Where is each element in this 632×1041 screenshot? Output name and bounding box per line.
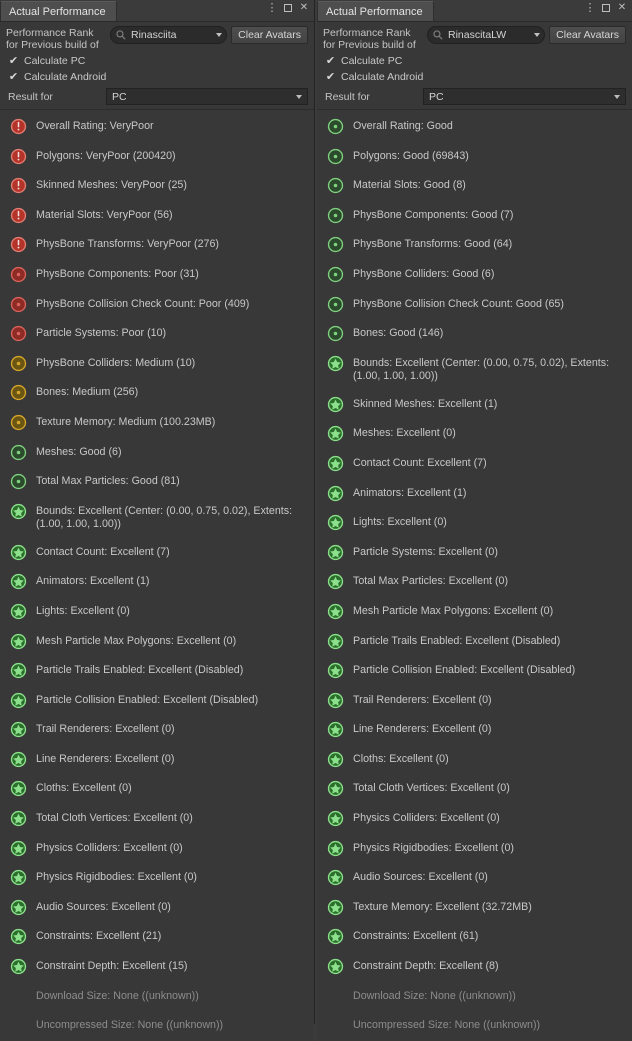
stat-row (317, 893, 632, 923)
checkmark-icon: ✔ (325, 54, 336, 67)
avatar-search-field[interactable] (110, 26, 227, 44)
stat-row (0, 230, 314, 260)
stat-row (0, 142, 314, 172)
stat-row (0, 567, 314, 597)
close-icon[interactable]: ✕ (299, 2, 309, 13)
checkmark-icon: ✔ (8, 54, 19, 67)
stat-row (317, 230, 632, 260)
window-controls (584, 3, 628, 13)
stat-label: Total Max Particles: Excellent (0) (353, 575, 509, 588)
result-for-label: Result for (325, 90, 370, 103)
stat-row (317, 686, 632, 716)
stat-row (0, 686, 314, 716)
stat-row (0, 260, 314, 290)
stat-row (317, 745, 632, 775)
stat-row (0, 774, 314, 804)
stat-label: PhysBone Transforms: VeryPoor (276) (36, 238, 219, 251)
stat-label: Download Size: None ((unknown)) (36, 989, 199, 1002)
stat-label: Particle Systems: Excellent (0) (353, 545, 498, 558)
stat-label: Bones: Good (146) (353, 327, 444, 340)
stat-label: Mesh Particle Max Polygons: Excellent (0) (36, 634, 237, 647)
panel-body (0, 21, 314, 1041)
stat-label: Constraints: Excellent (21) (36, 930, 162, 943)
stat-row (0, 408, 314, 438)
stat-row (317, 142, 632, 172)
stat-row (0, 597, 314, 627)
stat-row (0, 893, 314, 923)
stat-label: Texture Memory: Excellent (32.72MB) (353, 900, 532, 913)
avatar-search-field[interactable] (427, 26, 545, 44)
chevron-down-icon (614, 95, 620, 99)
stat-label: Audio Sources: Excellent (0) (353, 871, 488, 884)
checkmark-icon: ✔ (8, 70, 19, 83)
stat-row (0, 497, 314, 538)
tab-actual-performance[interactable]: Actual Performance (317, 1, 434, 21)
stat-label: Material Slots: Good (8) (353, 179, 466, 192)
tab-bar (317, 0, 632, 21)
stat-label: Constraint Depth: Excellent (8) (353, 960, 499, 973)
stat-label: Material Slots: VeryPoor (56) (36, 208, 173, 221)
stat-list (0, 110, 314, 1041)
result-for-row (0, 85, 314, 109)
stat-row (317, 349, 632, 390)
stat-row (317, 834, 632, 864)
stat-label: PhysBone Collision Check Count: Poor (409) (36, 297, 250, 310)
checkbox-label: Calculate PC (341, 55, 403, 67)
stat-row (317, 627, 632, 657)
stat-row (317, 567, 632, 597)
close-icon[interactable]: ✕ (617, 2, 627, 13)
checkbox-row[interactable] (317, 53, 632, 69)
platform-dropdown-value: PC (112, 90, 127, 103)
stat-label: Total Cloth Vertices: Excellent (0) (36, 812, 193, 825)
stat-label: Uncompressed Size: None ((unknown)) (353, 1019, 541, 1032)
checkbox-label: Calculate Android (24, 71, 107, 83)
stat-label: Download Size: None ((unknown)) (353, 989, 516, 1002)
stat-label: Contact Count: Excellent (7) (36, 545, 170, 558)
stat-row (0, 319, 314, 349)
stat-label: Physics Colliders: Excellent (0) (36, 841, 183, 854)
checkbox-label: Calculate PC (24, 55, 86, 67)
clear-avatars-button[interactable]: Clear Avatars (549, 26, 626, 44)
platform-dropdown-value: PC (429, 90, 444, 103)
avatar-search-value: RinascitaLW (448, 29, 507, 41)
stat-label: Physics Colliders: Excellent (0) (353, 812, 500, 825)
performance-panel-1 (0, 0, 315, 1032)
performance-rank-label: Performance Rank for Previous build of (6, 27, 99, 51)
stat-label: Contact Count: Excellent (7) (353, 456, 487, 469)
stat-label: PhysBone Colliders: Good (6) (353, 267, 495, 280)
stat-label: Bounds: Excellent (Center: (0.00, 0.75, 0.02), Extents: (1.00, 1.00, 1.00)) (353, 356, 610, 383)
stat-row (317, 201, 632, 231)
stat-label: PhysBone Components: Good (7) (353, 208, 514, 221)
stat-label: Meshes: Excellent (0) (353, 427, 456, 440)
maximize-icon[interactable] (602, 4, 610, 12)
stat-label: Constraint Depth: Excellent (15) (36, 960, 188, 973)
stat-row (317, 804, 632, 834)
stat-label: PhysBone Transforms: Good (64) (353, 238, 513, 251)
stat-row (0, 467, 314, 497)
stat-label: Cloths: Excellent (0) (353, 752, 449, 765)
platform-dropdown[interactable] (106, 88, 308, 105)
stat-label: Skinned Meshes: Excellent (1) (353, 397, 498, 410)
checkbox-row[interactable] (0, 53, 314, 69)
clear-avatars-button[interactable]: Clear Avatars (231, 26, 308, 44)
stat-label: Polygons: VeryPoor (200420) (36, 149, 176, 162)
chevron-down-icon (296, 95, 302, 99)
stat-label: Mesh Particle Max Polygons: Excellent (0) (353, 604, 554, 617)
stat-row (317, 319, 632, 349)
checkbox-label: Calculate Android (341, 71, 424, 83)
stat-row (0, 290, 314, 320)
stat-label: Total Max Particles: Good (81) (36, 475, 180, 488)
stat-row (0, 982, 314, 1012)
stat-label: Line Renderers: Excellent (0) (36, 752, 175, 765)
chevron-down-icon[interactable] (216, 33, 222, 37)
stat-list (317, 110, 632, 1041)
stat-row (317, 390, 632, 420)
stat-row (0, 349, 314, 379)
stat-label: Physics Rigidbodies: Excellent (0) (353, 841, 514, 854)
chevron-down-icon[interactable] (534, 33, 540, 37)
toolbar (317, 22, 632, 53)
performance-panel-2 (317, 0, 632, 1032)
stat-row (0, 834, 314, 864)
stat-label: Particle Trails Enabled: Excellent (Disabled) (36, 664, 244, 677)
stat-row (317, 863, 632, 893)
result-for-row (317, 85, 632, 109)
stat-row (317, 479, 632, 509)
result-for-label: Result for (8, 90, 53, 103)
maximize-icon[interactable] (284, 4, 292, 12)
stat-row (317, 508, 632, 538)
stat-label: PhysBone Components: Poor (31) (36, 267, 199, 280)
stat-label: PhysBone Colliders: Medium (10) (36, 356, 196, 369)
stat-label: Uncompressed Size: None ((unknown)) (36, 1019, 224, 1032)
stat-label: Line Renderers: Excellent (0) (353, 723, 492, 736)
stat-row (317, 715, 632, 745)
stat-row (317, 112, 632, 142)
stat-label: Overall Rating: Good (353, 120, 453, 132)
stat-row (0, 863, 314, 893)
window-controls (266, 3, 310, 13)
stat-label: Meshes: Good (6) (36, 445, 122, 458)
stat-row (317, 419, 632, 449)
stat-row (317, 597, 632, 627)
stat-row (0, 201, 314, 231)
stat-label: Audio Sources: Excellent (0) (36, 900, 171, 913)
checkmark-icon: ✔ (325, 70, 336, 83)
stat-row (317, 260, 632, 290)
stat-row (0, 378, 314, 408)
stat-label: Texture Memory: Medium (100.23MB) (36, 415, 216, 428)
stat-label: Bones: Medium (256) (36, 386, 139, 399)
stat-label: Constraints: Excellent (61) (353, 930, 479, 943)
stat-label: Particle Collision Enabled: Excellent (Disabled) (353, 664, 576, 677)
stat-row (0, 112, 314, 142)
stat-label: Skinned Meshes: VeryPoor (25) (36, 179, 187, 192)
stat-label: Particle Systems: Poor (10) (36, 327, 167, 340)
stat-label: Total Cloth Vertices: Excellent (0) (353, 782, 510, 795)
stat-row (0, 745, 314, 775)
window-menu-icon[interactable]: ⋮ (266, 2, 278, 14)
stat-row (0, 952, 314, 982)
stat-row (0, 922, 314, 952)
stat-row (317, 656, 632, 686)
stat-row (0, 804, 314, 834)
stat-row (317, 922, 632, 952)
toolbar (0, 22, 314, 53)
platform-dropdown[interactable] (423, 88, 626, 105)
stat-row (0, 627, 314, 657)
stat-row (0, 715, 314, 745)
stat-label: Polygons: Good (69843) (353, 149, 469, 162)
stat-row (317, 1011, 632, 1041)
stat-label: Cloths: Excellent (0) (36, 782, 132, 795)
tab-bar (0, 0, 314, 21)
stat-label: Particle Collision Enabled: Excellent (Disabled) (36, 693, 259, 706)
stat-label: Animators: Excellent (1) (353, 486, 467, 499)
checkbox-row[interactable] (317, 69, 632, 85)
checkbox-row[interactable] (0, 69, 314, 85)
stat-label: Trail Renderers: Excellent (0) (36, 723, 175, 736)
stat-label: Animators: Excellent (1) (36, 575, 150, 588)
stat-row (0, 438, 314, 468)
panel-body (317, 21, 632, 1041)
stat-label: PhysBone Collision Check Count: Good (65) (353, 297, 564, 310)
stat-row (0, 538, 314, 568)
stat-row (317, 952, 632, 982)
stat-row (317, 982, 632, 1012)
stat-label: Lights: Excellent (0) (353, 516, 447, 529)
stat-label: Bounds: Excellent (Center: (0.00, 0.75, 0.02), Extents: (1.00, 1.00, 1.00)) (36, 504, 293, 531)
stat-label: Particle Trails Enabled: Excellent (Disabled) (353, 634, 561, 647)
stat-row (317, 774, 632, 804)
tab-actual-performance[interactable]: Actual Performance (0, 1, 117, 21)
stat-label: Lights: Excellent (0) (36, 604, 130, 617)
performance-rank-label: Performance Rank for Previous build of (323, 27, 416, 51)
stat-row (317, 449, 632, 479)
stat-row (0, 656, 314, 686)
stat-row (0, 171, 314, 201)
stat-row (317, 290, 632, 320)
stat-label: Trail Renderers: Excellent (0) (353, 693, 492, 706)
stat-label: Physics Rigidbodies: Excellent (0) (36, 871, 197, 884)
stat-label: Overall Rating: VeryPoor (36, 120, 154, 132)
window-menu-icon[interactable]: ⋮ (584, 2, 596, 14)
avatar-search-value: Rinasciita (131, 29, 177, 41)
stat-row (317, 538, 632, 568)
stat-row (0, 1011, 314, 1041)
stat-row (317, 171, 632, 201)
